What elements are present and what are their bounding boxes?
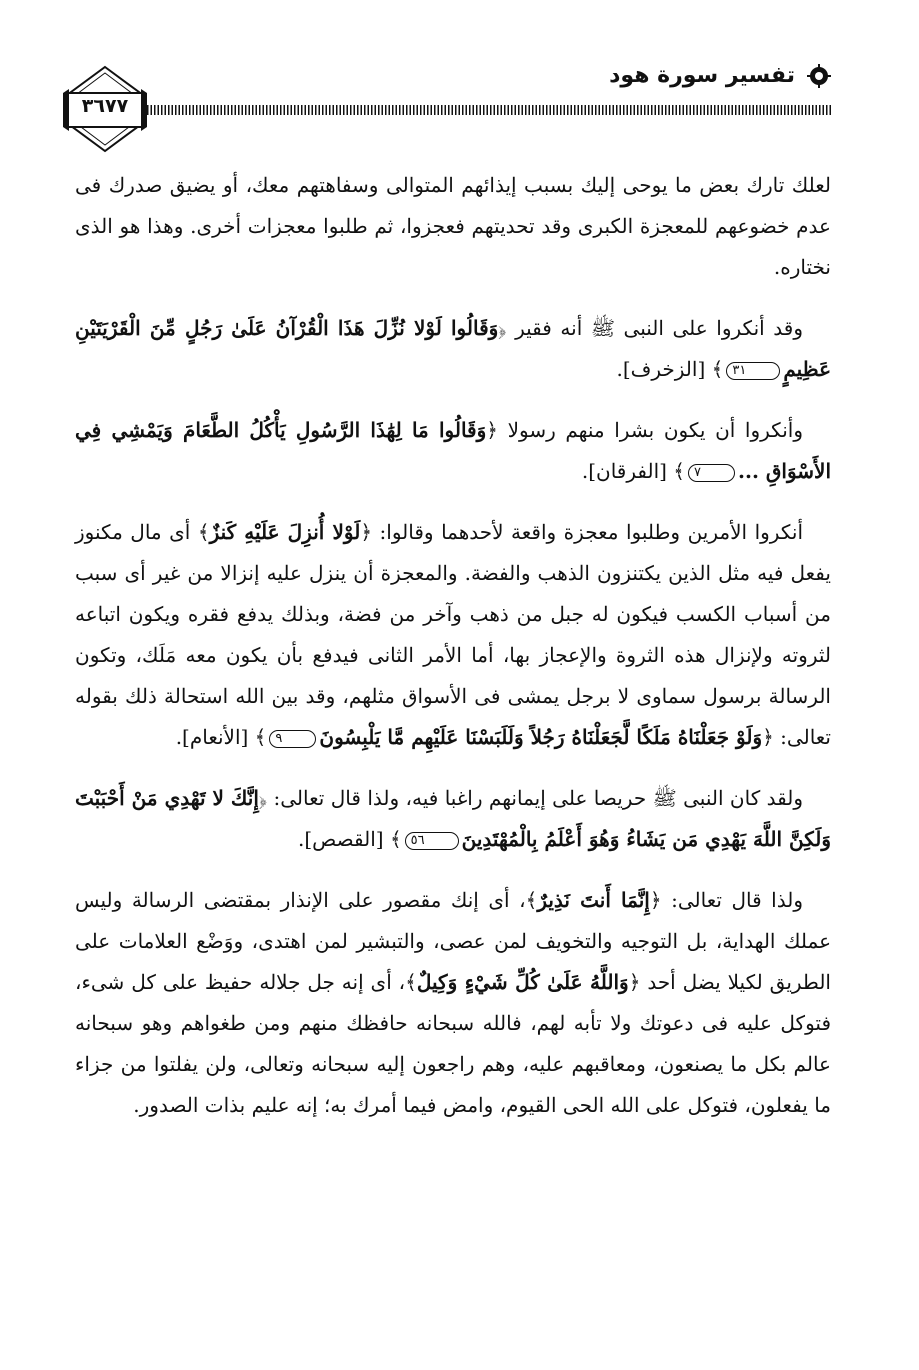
paragraph — [75, 410, 831, 492]
header-rule — [147, 105, 831, 115]
ornament-icon — [807, 64, 831, 88]
quran-verse: لَوْلا أُنزِلَ عَلَيْهِ كَنزٌ — [209, 520, 361, 544]
commentary-text: وقد أنكروا على النبى ﷺ أنه فقير ﴿ — [498, 316, 803, 340]
paragraph — [75, 512, 831, 758]
commentary-text: ﴾، أى إنك مقصور على الإنذار بمقتضى الرسالة وليس عملك الهداية، بل التوجيه والتخويف لمن عصى، والتبشير لمن اهتدى، ووَضْع العلامات على الطريق لكيلا يضل أحد ﴿ — [75, 888, 831, 994]
commentary-text: لعلك تارك بعض ما يوحى إليك بسبب إيذائهم المتوالى وسفاهتهم معك، أو يضيق صدرك فى عدم خضوعهم للمعجزة الكبرى وقد تحديتهم فعجزوا، ثم طلبوا معجزات أخرى. وهذا هو الذى نختاره. — [75, 173, 831, 279]
surah-title: تفسير سورة هود — [609, 63, 795, 88]
commentary-text: ﴾ أى مال مكنوز يفعل فيه مثل الذين يكتنزون الذهب والفضة. والمعجزة أن ينزل عليه إنزالا من غير أى سبب من أسباب الكسب فيكون له جبل من ذهب وآخر من فضة، وبذلك يدفع فقره ويكون اتباعه لثروته ولإنزال هذه الثروة والإعجاز بها، أما الأمر الثانى فيدفع بأن يكون معه مَلَك، وتكون الرسالة برسول سماوى لا برجل يمشى فى الأسواق مثلهم، وقد بين الله استحالة ذلك بقوله تعالى: ﴿ — [75, 520, 831, 749]
quran-verse: وَلَوْ جَعَلْنَاهُ مَلَكًا لَّجَعَلْنَاهُ رَجُلاً وَلَلَبَسْنَا عَلَيْهِم مَّا يَلْبِسُونَ — [319, 725, 763, 749]
page-number: ٣٦٧٧ — [81, 95, 129, 117]
paragraph — [75, 880, 831, 1126]
paragraph — [75, 308, 831, 390]
commentary-text: ﴾ [القصص]. — [298, 827, 402, 851]
ayah-number-marker: ٥٦ — [405, 832, 459, 850]
commentary-text: أنكروا الأمرين وطلبوا معجزة واقعة لأحدهما وقالوا: ﴿ — [360, 520, 804, 544]
paragraph — [75, 165, 831, 288]
page-header — [55, 55, 831, 155]
quran-verse: وَقَالُوا مَا لِهَٰذَا الرَّسُولِ يَأْكُلُ الطَّعَامَ وَيَمْشِي فِي الأَسْوَاقِ ... — [75, 418, 831, 483]
quran-verse: وَاللَّهُ عَلَىٰ كُلِّ شَيْءٍ وَكِيلٌ — [416, 970, 629, 994]
commentary-text: ﴾ [الفرقان]. — [581, 459, 686, 483]
commentary-text: وأنكروا أن يكون بشرا منهم رسولا ﴿ — [486, 418, 803, 442]
commentary-text: ولقد كان النبى ﷺ حريصا على إيمانهم راغبا فيه، ولذا قال تعالى: ﴿ — [258, 786, 803, 810]
ayah-number-marker: ٩ — [269, 730, 316, 748]
commentary-text: ﴾ [الأنعام]. — [175, 725, 267, 749]
quran-verse: وَقَالُوا لَوْلا نُزِّلَ هَذَا الْقُرْآنُ عَلَىٰ رَجُلٍ مِّنَ الْقَرْيَتَيْنِ عَظِيمٍ — [75, 316, 831, 381]
ayah-number-marker: ٧ — [688, 464, 735, 482]
paragraph — [75, 778, 831, 860]
commentary-text: ﴾، أى إنه جل جلاله حفيظ على كل شىء، فتوكل عليه فى دعوتك ولا تأبه لهم، فالله سبحانه حافظك منهم ومن طغواهم وهو سبحانه عالم بكل ما يصنعون، ومعاقبهم عليه، وهم راجعون إليه سبحانه وتعالى، ولن يفلتوا من جزاء ما يفعلون، فتوكل على الله الحى القيوم، وامض فيما أمرك به؛ إنه عليم بذات الصدور. — [75, 970, 832, 1117]
quran-verse: إِنَّكَ لا تَهْدِي مَنْ أَحْبَبْتَ وَلَكِنَّ اللَّهَ يَهْدِي مَن يَشَاءُ وَهُوَ أَعْلَمُ بِالْمُهْتَدِينَ — [75, 786, 831, 851]
commentary-text: ﴾ [الزخرف]. — [616, 357, 724, 381]
body-text — [75, 165, 831, 1146]
ayah-number-marker: ٣١ — [726, 362, 780, 380]
commentary-text: ولذا قال تعالى: ﴿ — [649, 888, 803, 912]
header-title-group — [609, 63, 831, 88]
page-number-badge — [63, 65, 147, 153]
quran-verse: إِنَّمَا أَنتَ نَذِيرٌ — [537, 888, 650, 912]
